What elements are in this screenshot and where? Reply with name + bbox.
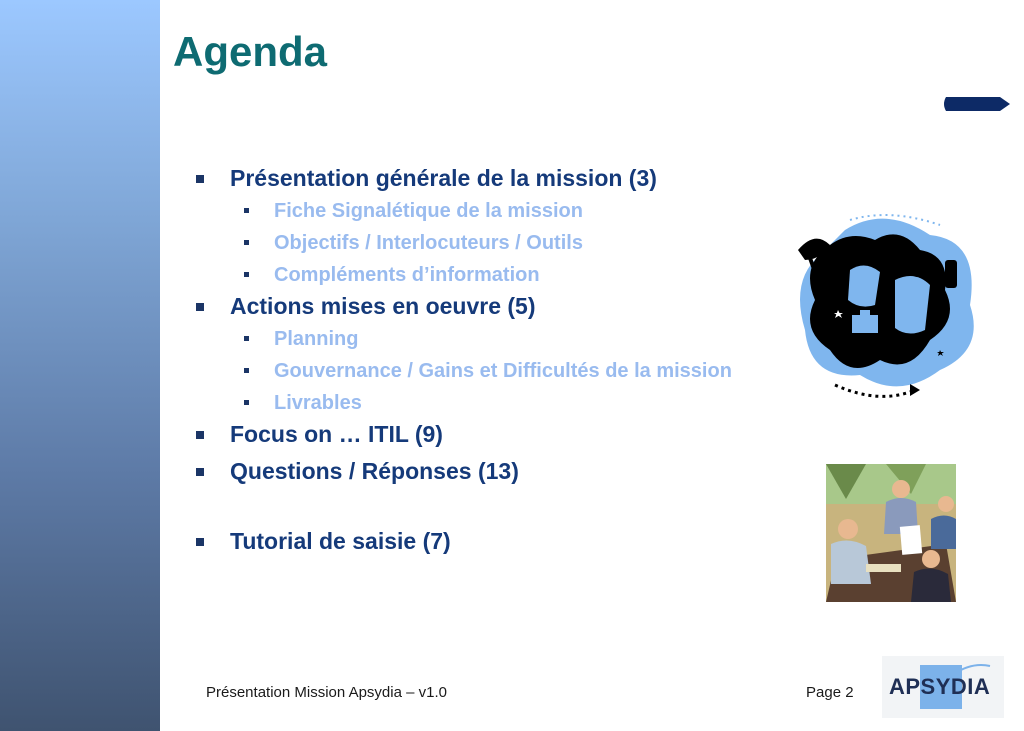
small-square-bullet-icon	[244, 240, 249, 245]
agenda-item	[196, 456, 796, 488]
agenda-subitem-label: Livrables	[274, 392, 362, 414]
agenda-item-label: Questions / Réponses (13)	[230, 458, 519, 484]
apsydia-logo	[882, 656, 1004, 718]
logo-text: APSYDIA	[889, 674, 991, 699]
agenda-subitem	[196, 259, 796, 291]
side-gradient-band	[0, 0, 160, 731]
agenda-subitem	[196, 387, 796, 419]
agenda-subitem	[196, 227, 796, 259]
square-bullet-icon	[196, 175, 204, 183]
agenda-item	[196, 526, 796, 558]
square-bullet-icon	[196, 538, 204, 546]
square-bullet-icon	[196, 303, 204, 311]
small-square-bullet-icon	[244, 208, 249, 213]
agenda-item	[196, 163, 796, 195]
agenda-subitem-label: Fiche Signalétique de la mission	[274, 200, 583, 222]
agenda-list	[196, 163, 796, 558]
agenda-item-label: Tutorial de saisie (7)	[230, 528, 451, 554]
agenda-subitem	[196, 195, 796, 227]
businessman-multitasking-clipart	[790, 210, 985, 405]
agenda-item-label: Focus on … ITIL (9)	[230, 421, 443, 447]
meeting-table-clipart	[826, 464, 956, 602]
small-square-bullet-icon	[244, 368, 249, 373]
agenda-item-label: Actions mises en oeuvre (5)	[230, 293, 536, 319]
agenda-subitem-label: Planning	[274, 328, 359, 350]
agenda-subitem-label: Compléments d’information	[274, 264, 540, 286]
page-number: Page 2	[806, 684, 854, 701]
agenda-subitem-label: Objectifs / Interlocuteurs / Outils	[274, 232, 583, 254]
square-bullet-icon	[196, 431, 204, 439]
small-square-bullet-icon	[244, 272, 249, 277]
agenda-item	[196, 419, 796, 456]
agenda-item-label: Présentation générale de la mission (3)	[230, 165, 657, 191]
slide-title: Agenda	[173, 28, 328, 75]
agenda-subitem-label: Gouvernance / Gains et Difficultés de la mission	[274, 360, 732, 382]
agenda-subitem	[196, 355, 796, 387]
small-square-bullet-icon	[244, 400, 249, 405]
square-bullet-icon	[196, 468, 204, 476]
title-underline-line	[945, 97, 955, 110]
small-square-bullet-icon	[244, 336, 249, 341]
agenda-subitem	[196, 323, 796, 355]
agenda-item	[196, 291, 796, 323]
footer-text: Présentation Mission Apsydia – v1.0	[206, 684, 447, 701]
